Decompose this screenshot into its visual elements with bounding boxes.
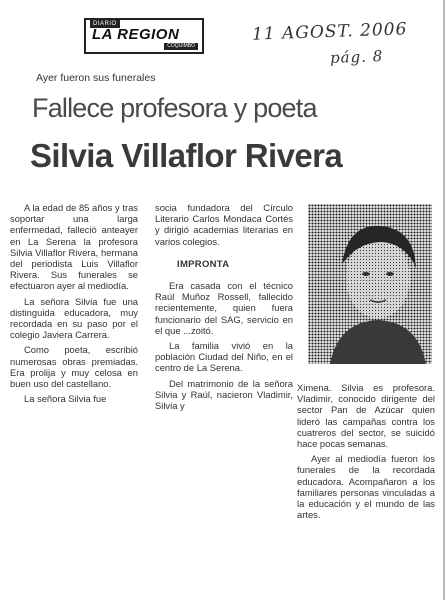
- masthead-diario-label: DIARIO: [90, 20, 120, 28]
- paragraph: Era casada con el técnico Raúl Muñoz Rossell, fallecido recientemente, quien fuera funcionario del SAG, servicio en el que ...zoitó.: [155, 280, 293, 336]
- headline-line-1: Fallece profesora y poeta: [32, 93, 317, 123]
- masthead-name: LA REGION: [92, 26, 180, 43]
- article-column-1: [10, 202, 138, 408]
- paragraph: Como poeta, escribió numerosas obras premiadas. Era prolija y muy celosa en buen uso del castellano.: [10, 344, 138, 390]
- clipping-edge: [443, 0, 445, 600]
- paragraph: A la edad de 85 años y tras soportar una larga enfermedad, falleció anteayer en La Serena la profesora Silvia Villaflor Rivera, hermana del periodista Luis Villaflor Rivera. Sus funerales se efectuaron ayer al mediodía.: [10, 202, 138, 292]
- paragraph: Del matrimonio de la señora Silvia y Raúl, nacieron Vladimir, Silvia y: [155, 377, 293, 412]
- paragraph: Ximena. Silvia es profesora. Vladimir, conocido dirigente del sector Pan de Azúcar quien lideró las campañas contra los cuatreros del sector, se suicidó hace pocas semanas.: [297, 382, 435, 450]
- paragraph: La señora Silvia fue una distinguida educadora, muy recordada en su paso por el colegio Javiera Carrera.: [10, 295, 138, 341]
- article-column-3: [297, 382, 435, 524]
- masthead-city-label: COQUIMBO: [164, 43, 198, 50]
- handwritten-date: 11 AGOST. 2006: [251, 19, 408, 45]
- article-kicker: Ayer fueron sus funerales: [36, 72, 156, 84]
- handwritten-page-number: pág. 8: [329, 47, 384, 67]
- article-column-2: [155, 202, 293, 415]
- headline-line-2: Silvia Villaflor Rivera: [30, 137, 343, 174]
- paragraph: socia fundadora del Círculo Literario Carlos Mondaca Cortés y dirigió academias literarias en varios colegios.: [155, 202, 293, 247]
- paragraph: Ayer al mediodía fueron los funerales de la recordada educadora. Acompañaron a los familiares personas vinculadas a la educación y el mundo de las artes.: [297, 453, 435, 521]
- portrait-photo: [308, 204, 432, 364]
- photo-image: [308, 204, 432, 364]
- newspaper-masthead-logo: [84, 18, 204, 54]
- paragraph: La familia vivió en la población Ciudad del Niño, en el centro de La Serena.: [155, 340, 293, 374]
- section-subhead: IMPRONTA: [177, 258, 230, 270]
- paragraph: La señora Silvia fue: [24, 393, 107, 405]
